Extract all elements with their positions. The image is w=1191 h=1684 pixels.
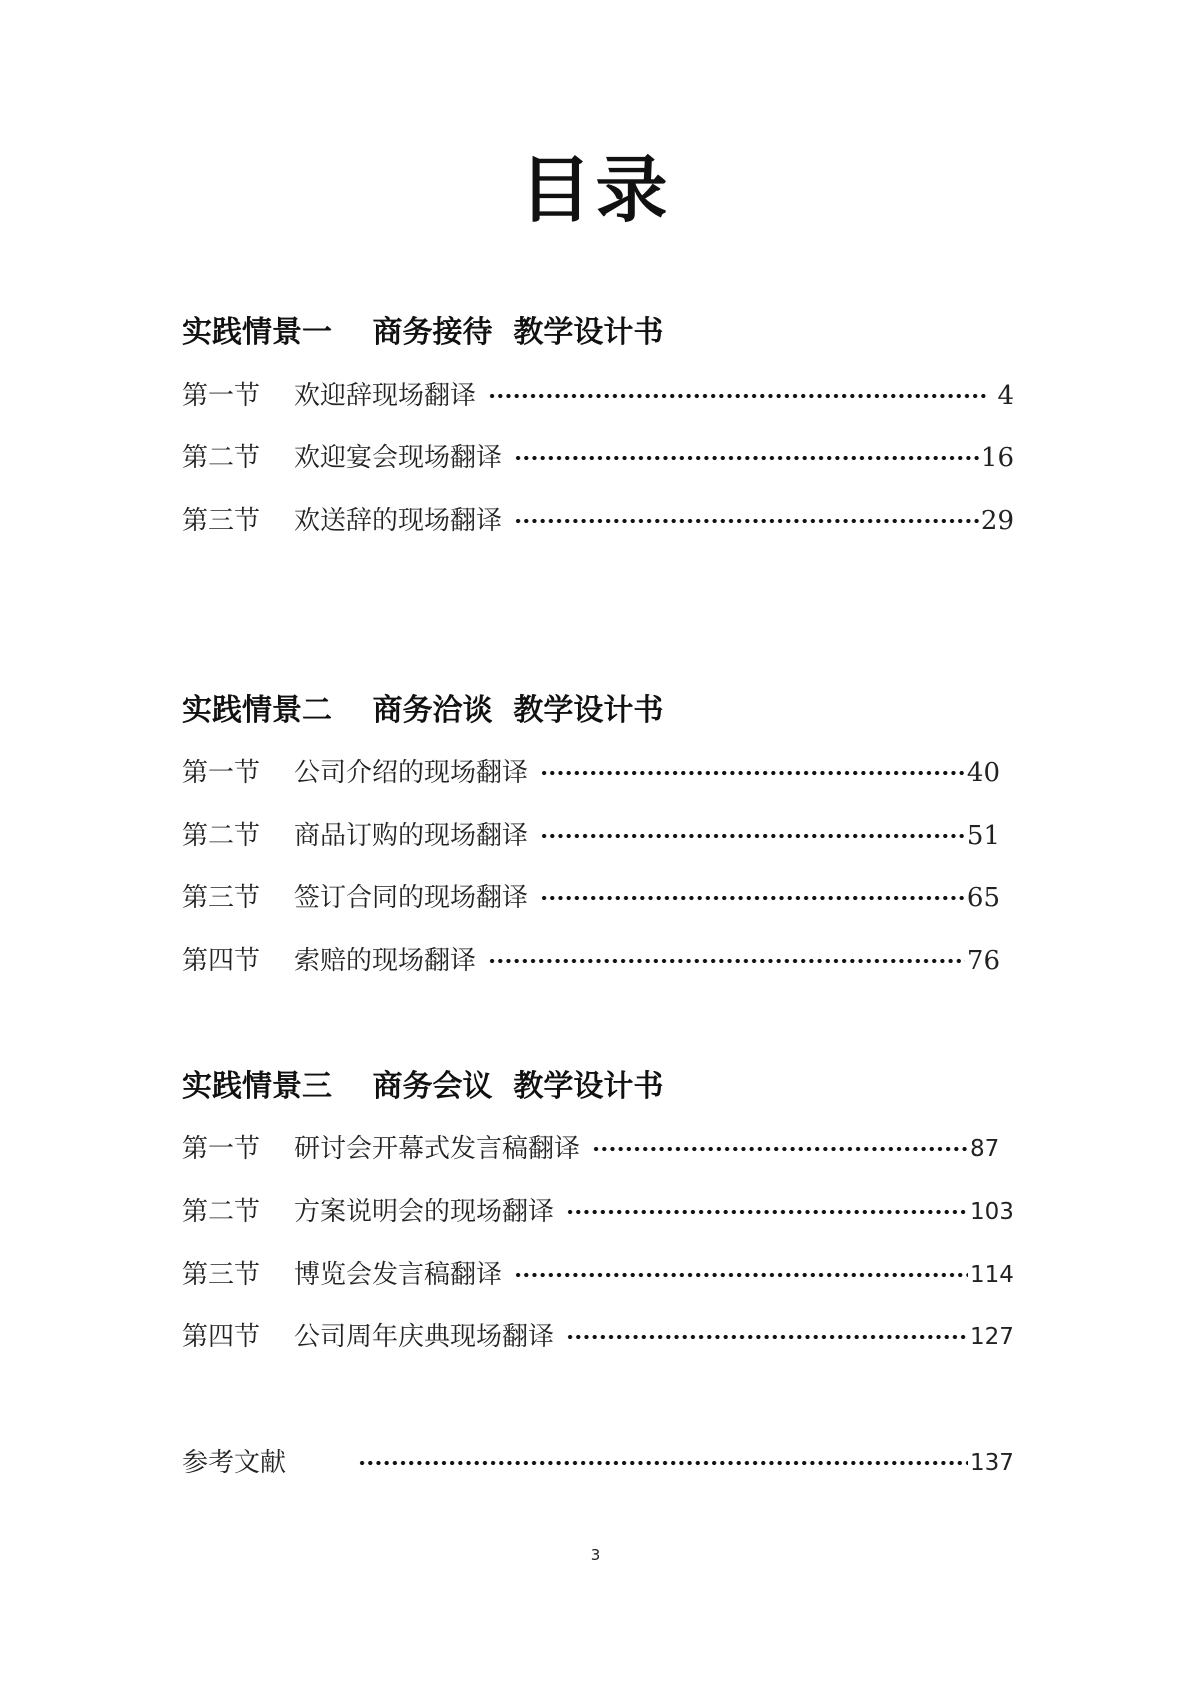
toc-entry[interactable] [182,941,1000,981]
entry-section: 第三节 [182,506,261,536]
toc-entry[interactable] [182,753,1000,793]
toc-entry[interactable] [182,1255,1014,1295]
entry-title: 参考文献 [182,1448,287,1478]
entry-title: 欢迎辞现场翻译 [294,381,477,411]
dot-leader [540,831,965,841]
entry-title: 欢迎宴会现场翻译 [294,443,503,473]
entry-title: 方案说明会的现场翻译 [294,1197,555,1227]
entry-title: 公司介绍的现场翻译 [294,758,529,788]
toc-entry[interactable] [182,438,1014,478]
dot-leader [514,453,979,463]
entry-section: 第四节 [182,946,261,976]
entry-page: 114 [970,1262,1014,1288]
entry-page: 40 [966,758,1000,788]
entry-label [182,1129,580,1169]
toc-entry-references[interactable] [182,1443,1014,1483]
entry-page: 87 [970,1136,1000,1162]
entry-page: 76 [966,946,1000,976]
entry-page: 51 [966,821,1000,851]
toc-title: 目录 [519,148,672,232]
chapter-heading-2: 实践情景二 商务洽谈 教学设计书 [182,693,664,728]
toc-entry[interactable] [182,1317,1014,1357]
entry-label [182,816,528,856]
entry-label [182,1255,502,1295]
entry-label [182,753,528,793]
dot-leader [514,516,979,526]
entry-title: 研讨会开幕式发言稿翻译 [294,1134,581,1164]
entry-section: 第一节 [182,758,261,788]
entry-section: 第三节 [182,1260,261,1290]
entry-section: 第一节 [182,381,261,411]
entry-title: 公司周年庆典现场翻译 [294,1322,555,1352]
dot-leader [488,956,965,966]
entry-section: 第一节 [182,1134,261,1164]
entry-label [182,941,476,981]
dot-leader [514,1270,968,1280]
entry-title: 索赔的现场翻译 [294,946,477,976]
dot-leader [488,391,987,401]
toc-entry[interactable] [182,816,1000,856]
entry-section: 第二节 [182,821,261,851]
entry-title: 欢送辞的现场翻译 [294,506,503,536]
dot-leader [358,1458,968,1468]
entry-section: 第四节 [182,1322,261,1352]
toc-entry[interactable] [182,501,1014,541]
toc-entry[interactable] [182,878,1000,918]
entry-label [182,501,502,541]
toc-entry[interactable] [182,1192,1014,1232]
entry-section: 第二节 [182,443,261,473]
entry-page: 4 [989,381,1014,411]
entry-label [182,878,528,918]
dot-leader [540,768,965,778]
dot-leader [592,1144,968,1154]
page-number: 3 [590,1546,601,1564]
toc-entry[interactable] [182,376,1014,416]
entry-section: 第二节 [182,1197,261,1227]
entry-label [182,376,476,416]
entry-page: 137 [970,1450,1014,1476]
toc-entry[interactable] [182,1129,1014,1169]
entry-label [182,1192,554,1232]
dot-leader [566,1207,968,1217]
chapter-heading-3: 实践情景三 商务会议 教学设计书 [182,1069,664,1104]
dot-leader [540,893,965,903]
entry-page: 65 [966,883,1000,913]
entry-title: 商品订购的现场翻译 [294,821,529,851]
entry-page: 16 [980,443,1014,473]
entry-page: 127 [970,1324,1014,1350]
entry-label [182,1317,554,1357]
entry-page: 103 [970,1199,1014,1225]
entry-section: 第三节 [182,883,261,913]
entry-title: 博览会发言稿翻译 [294,1260,503,1290]
dot-leader [566,1332,968,1342]
entry-label [182,438,502,478]
entry-title: 签订合同的现场翻译 [294,883,529,913]
entry-page: 29 [980,506,1014,536]
chapter-heading-1: 实践情景一 商务接待 教学设计书 [182,315,664,350]
